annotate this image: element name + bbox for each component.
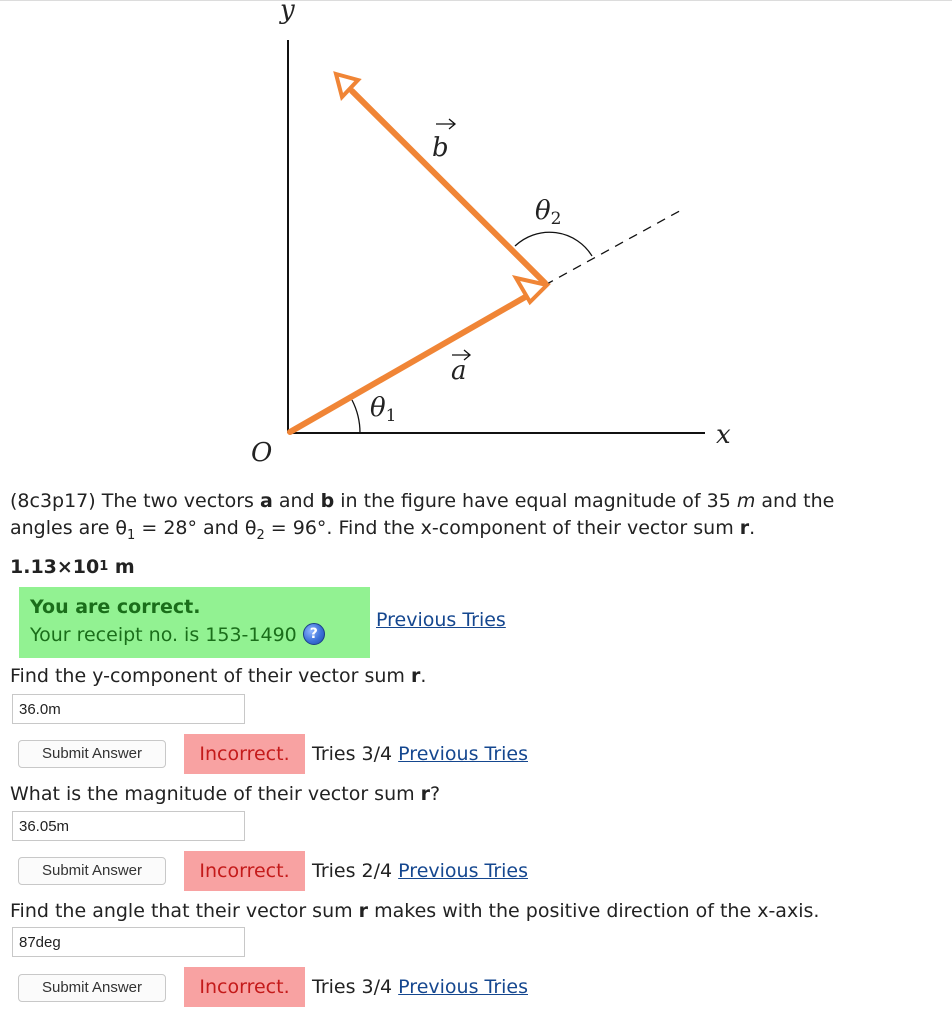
tries-status-3: Tries 2/4 Previous Tries (312, 860, 528, 882)
theta2-label: θ2 (535, 196, 562, 229)
question-4-text: Find the angle that their vector sum r makes with the positive direction of the x-axis. (10, 900, 820, 922)
vector-a (290, 296, 527, 432)
submit-answer-button-4[interactable]: Submit Answer (18, 974, 166, 1002)
previous-tries-link-3[interactable]: Previous Tries (398, 860, 528, 882)
previous-tries-link-4[interactable]: Previous Tries (398, 976, 528, 998)
theta1-arc (352, 400, 360, 433)
previous-tries-link-2[interactable]: Previous Tries (398, 743, 528, 765)
origin-label: O (251, 438, 273, 468)
correct-title: You are correct. (30, 596, 201, 618)
answer-4-input[interactable]: 87deg (12, 927, 245, 957)
submit-answer-button-3[interactable]: Submit Answer (18, 857, 166, 885)
answer-3-input[interactable]: 36.05m (12, 811, 245, 841)
question-circle-icon[interactable]: ? (303, 623, 325, 645)
previous-tries-link-1[interactable]: Previous Tries (376, 609, 506, 631)
submit-answer-button-2[interactable]: Submit Answer (18, 740, 166, 768)
tries-status-2: Tries 3/4 Previous Tries (312, 743, 528, 765)
incorrect-badge-4: Incorrect. (184, 967, 305, 1007)
answer-1-value: $1.13\times 10^1$ m (10, 556, 135, 578)
vector-b-label: b (432, 133, 449, 163)
x-axis-label: x (716, 420, 731, 450)
question-3-text: What is the magnitude of their vector sum r? (10, 783, 441, 805)
vector-b (352, 91, 545, 283)
question-1-line-2: angles are $\theta_1 = 28^\circ$ and $\theta_2 = 96^\circ$. Find the x-component of their vector sum r. (10, 517, 756, 543)
theta1-label: θ1 (370, 393, 397, 426)
incorrect-badge-3: Incorrect. (184, 851, 305, 891)
theta2-arc (515, 232, 592, 256)
vector-a-label: a (451, 356, 467, 386)
vector-figure (0, 0, 952, 470)
tries-status-4: Tries 3/4 Previous Tries (312, 976, 528, 998)
receipt-text: Your receipt no. is 153-1490 ? (30, 624, 325, 647)
dashed-extension (545, 208, 685, 285)
y-axis-label: y (280, 0, 295, 25)
question-1-line-1: (8c3p17) The two vectors a and b in the figure have equal magnitude of 35 m and the (10, 490, 835, 512)
incorrect-badge-2: Incorrect. (184, 734, 305, 774)
question-2-text: Find the y-component of their vector sum r. (10, 665, 427, 687)
correct-feedback-box (19, 587, 370, 658)
answer-2-input[interactable]: 36.0m (12, 694, 245, 724)
